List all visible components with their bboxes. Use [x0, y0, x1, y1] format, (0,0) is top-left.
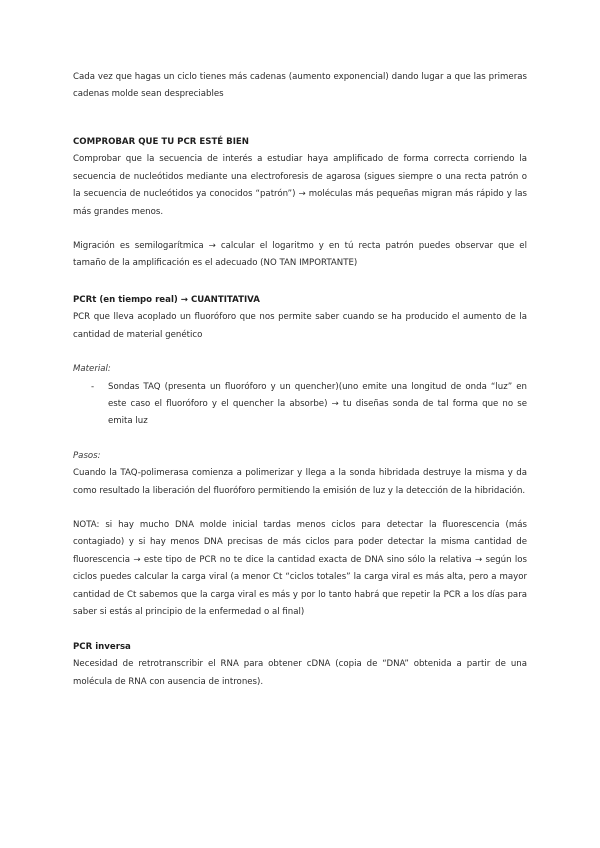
- section-paragraph: Migración es semilogarítmica → calcular el logaritmo y en tú recta patrón puedes observar que el tamaño de la amplificación es el adecuado (NO TAN IMPORTANTE): [73, 241, 527, 269]
- list-item: [73, 379, 527, 431]
- section-heading: PCRt (en tiempo real) → CUANTITATIVA: [73, 295, 260, 305]
- section-heading: PCR inversa: [73, 642, 131, 652]
- list-bullet: -: [91, 381, 95, 392]
- section-paragraph: Comprobar que la secuencia de interés a estudiar haya amplificado de forma correcta corriendo la secuencia de nucleótidos mediante una electroforesis de agarosa (sigues siempre o una recta patrón o la secuencia de nucleótidos ya conocidos “patrón”) → moléculas más pequeñas migran más rápido y las más grandes menos.: [73, 154, 527, 217]
- section-paragraph: PCR que lleva acoplado un fluoróforo que nos permite saber cuando se ha producido el aumento de la cantidad de material genético: [73, 312, 527, 340]
- section-paragraph: Cuando la TAQ-polimerasa comienza a polimerizar y llega a la sonda hibridada destruye la misma y da como resultado la liberación del fluoróforo permitiendo la emisión de luz y la detección de la hibridación.: [73, 468, 527, 496]
- intro-paragraph: [73, 69, 527, 104]
- intro-text: Cada vez que hagas un ciclo tienes más cadenas (aumento exponencial) dando lugar a que las primeras cadenas molde sean despreciables: [73, 72, 527, 100]
- list-item-text: Sondas TAQ (presenta un fluoróforo y un quencher)(uno emite una longitud de onda “luz” en este caso el fluoróforo y el quencher la absorbe) → tu diseñas sonda de tal forma que no se emita luz: [108, 381, 527, 427]
- section-pcr-inversa: [73, 639, 527, 691]
- section-check-pcr: [73, 134, 527, 273]
- section-heading: COMPROBAR QUE TU PCR ESTÉ BIEN: [73, 137, 249, 147]
- section-paragraph: Necesidad de retrotranscribir el RNA para obtener cDNA (copia de “DNA” obtenida a partir de una molécula de RNA con ausencia de intrones).: [73, 659, 527, 687]
- pasos-label: Pasos:: [73, 450, 101, 461]
- section-pcrt: [73, 292, 527, 622]
- note-paragraph: NOTA: si hay mucho DNA molde inicial tardas menos ciclos para detectar la fluorescencia (más contagiado) y si hay menos DNA precisas de más ciclos para poder detectar la misma cantidad de fluorescencia → este tipo de PCR no te dice la cantidad exacta de DNA sino sólo la relativa → según los ciclos puedes calcular la carga viral (a menor Ct “ciclos totales” la carga viral es más alta, pero a mayor cantidad de Ct sabemos que la carga viral es más y por lo tanto habrá que repetir la PCR a los días para saber si estás al principio de la enfermedad o al final): [73, 520, 527, 618]
- material-label: Material:: [73, 364, 111, 375]
